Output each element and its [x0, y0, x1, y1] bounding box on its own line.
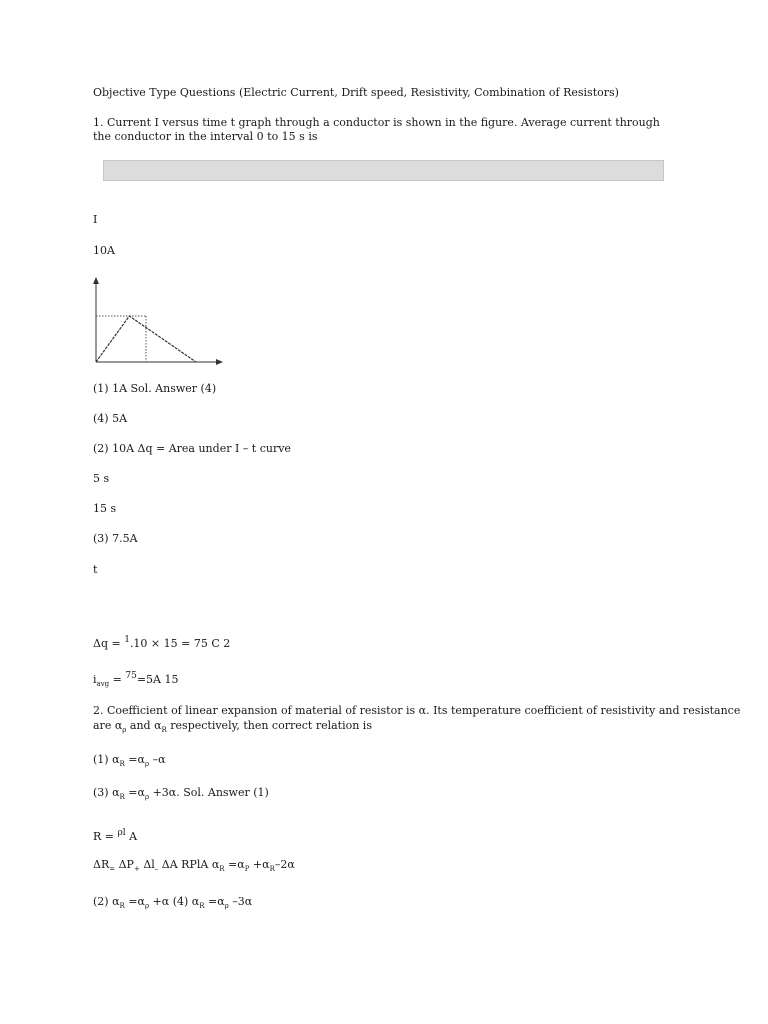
question-2-line-2: are $\alpha_\rho$ and $\alpha_R$ respectively, then correct relation is — [93, 719, 372, 734]
resistance-formula: R = $^{\rho l}$ A — [93, 828, 138, 843]
question-1-text: 1. Current I versus time t graph through a conductor is shown in the figure. Average current through the conductor in the interval 0 to 15 s is — [93, 116, 660, 143]
current-time-graph — [86, 276, 226, 368]
option-2: (2) 10A Δq = Area under I – t curve — [93, 442, 291, 455]
page-heading: Objective Type Questions (Electric Current, Drift speed, Resistivity, Combination of Resistors) — [93, 86, 619, 99]
x-axis-arrow — [216, 359, 223, 365]
answer-input-bar — [103, 160, 664, 181]
time-label-15s: 15 s — [93, 502, 117, 515]
charge-equation: Δq = $^1$.10 × 15 = 75 C 2 — [93, 635, 231, 650]
q2-options-2-4: (2) $\alpha_R =\alpha_\rho +\alpha$ (4) $\alpha_R =\alpha_\rho$ –3α — [93, 895, 253, 910]
q2-option-1: (1) $\alpha_R =\alpha_\rho$ –α — [93, 753, 166, 768]
axis-label-t: t — [93, 563, 98, 576]
option-3: (3) 7.5A — [93, 532, 138, 545]
question-2-line-1: 2. Coefficient of linear expansion of material of resistor is α. Its temperature coefficient of resistivity and resistance — [93, 704, 741, 717]
time-label-5s: 5 s — [93, 472, 110, 485]
q2-option-3: (3) $\alpha_R =\alpha_\rho +3\alpha$. Sol. Answer (1) — [93, 786, 269, 801]
current-value-label: 10A — [93, 244, 115, 257]
option-1: (1) 1A Sol. Answer (4) — [93, 382, 217, 395]
axis-label-i: I — [93, 213, 98, 226]
y-axis-arrow — [93, 277, 99, 284]
average-current-equation: $i_{avg} = ^{75}=5A$ 15 — [93, 671, 179, 688]
resistance-change-equation: $\Delta R_=$ $\Delta P_+$ $\Delta l_-$ ΔA RPlA $\alpha_R =\alpha_P +\alpha_R-2\alpha$ — [93, 858, 295, 873]
option-4: (4) 5A — [93, 412, 128, 425]
